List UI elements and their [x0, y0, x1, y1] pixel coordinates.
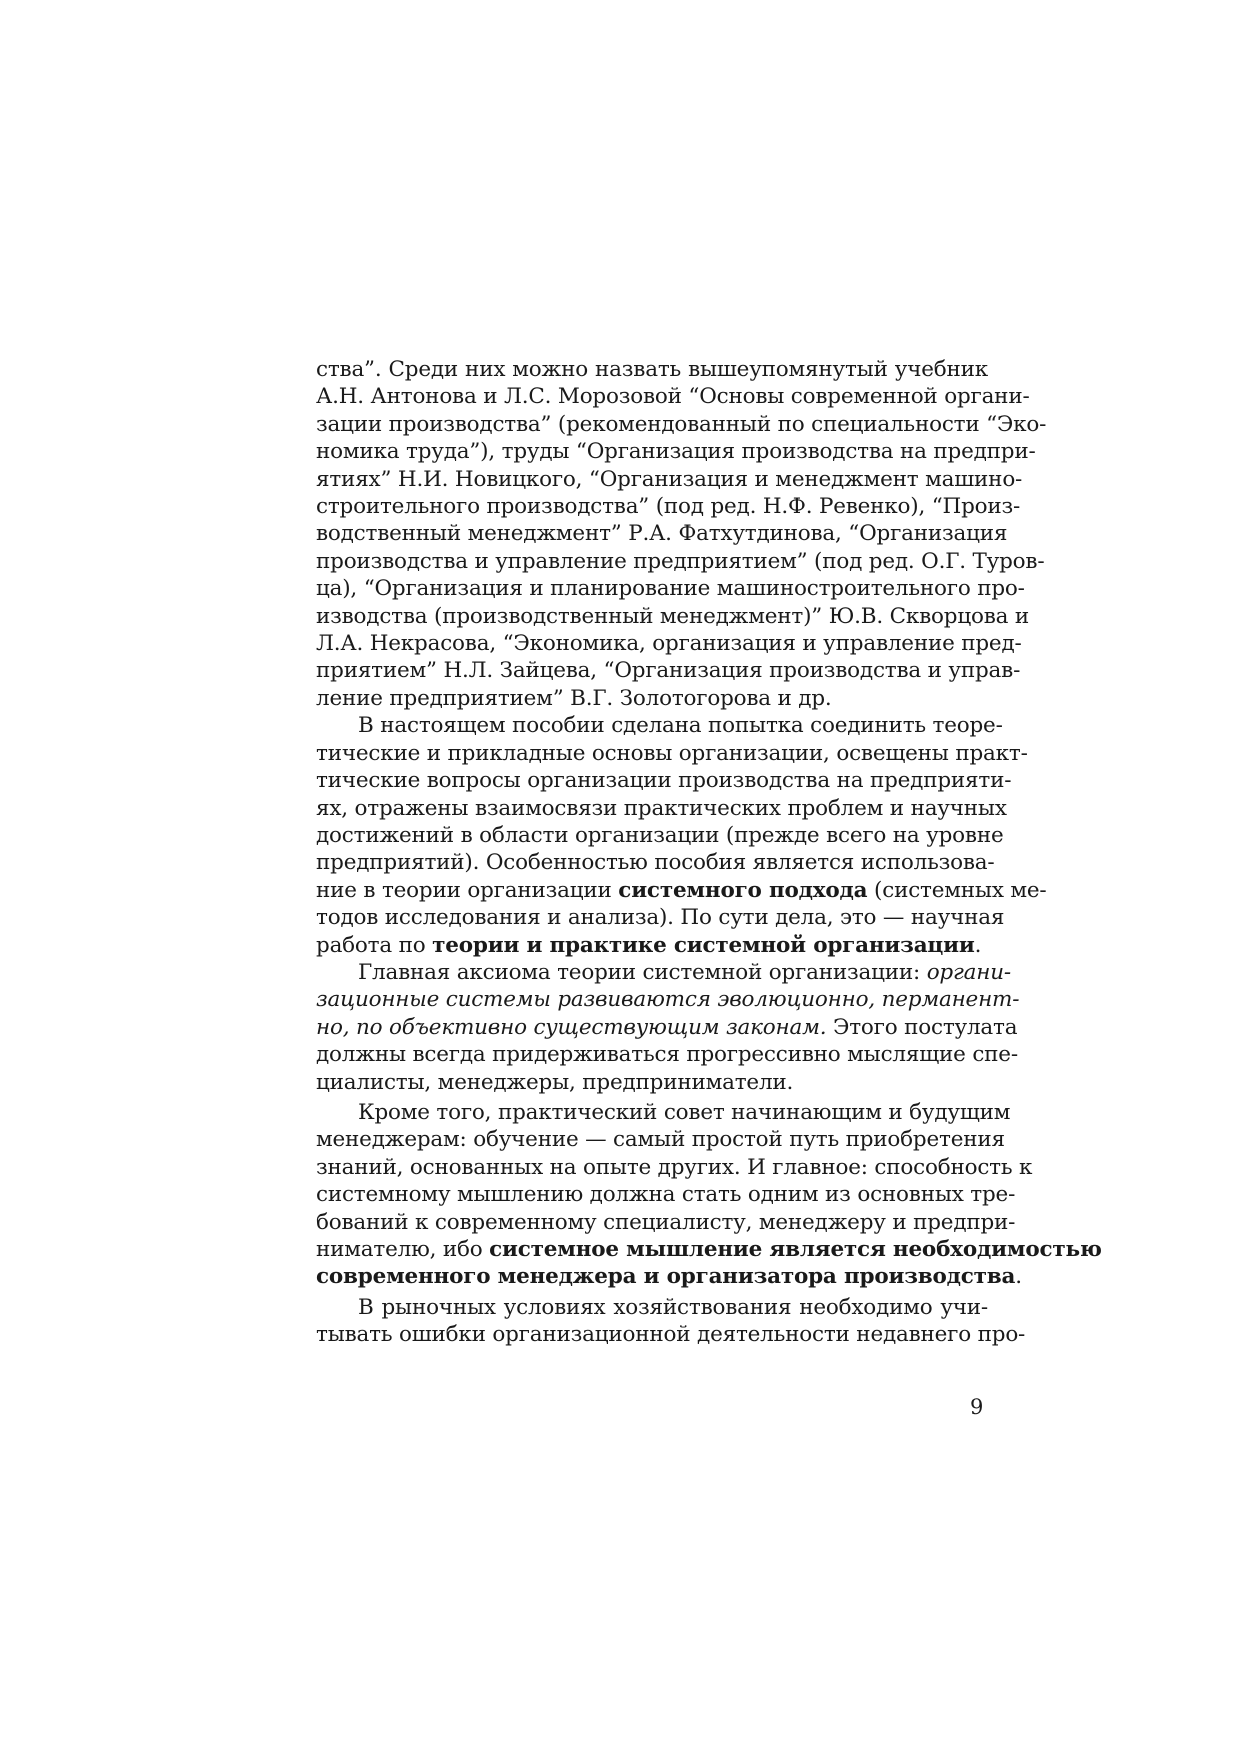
bold-text: теории и практике системной организации: [432, 932, 975, 958]
text-run: нимателю, ибо: [316, 1237, 490, 1262]
text-run: (системных ме-: [867, 877, 1047, 903]
text-run: приятием” Н.Л. Зайцева, “Организация производства и управ-: [316, 658, 1021, 684]
text-run: изводства (производственный менеджмент)” Ю.В. Скворцова и: [316, 603, 1030, 629]
page-number: 9: [970, 1395, 984, 1419]
text-run: номика труда”), труды “Организация производства на предпри-: [316, 439, 1036, 465]
text-run: ние в теории организации: [316, 877, 619, 903]
italic-text: но, по объективно существующим законам.: [316, 1014, 827, 1040]
text-run: Этого постулата: [826, 1014, 1018, 1040]
text-run: должны всегда придерживаться прогрессивно мыслящие спе-: [316, 1042, 1018, 1068]
text-run: ление предприятием” В.Г. Золотогорова и др.: [316, 685, 832, 711]
text-run: бований к современному специалисту, менеджеру и предпри-: [316, 1209, 1016, 1235]
bold-text: системного подхода: [618, 877, 868, 903]
text-line: [316, 1321, 1026, 1348]
text-run: предприятий). Особенностью пособия является использова-: [316, 850, 995, 876]
text-line: [316, 959, 1011, 986]
text-run: ятиях” Н.И. Новицкого, “Организация и менеджмент машино-: [316, 466, 1023, 492]
text-line: [316, 904, 1005, 931]
text-line: [316, 1181, 1016, 1208]
text-run: Главная аксиома теории системной организации:: [358, 959, 927, 985]
text-run: зации производства” (рекомендованный по специальности “Эко-: [316, 411, 1047, 437]
text-line: [316, 548, 1045, 575]
text-line: [316, 1126, 1005, 1153]
text-line: [316, 877, 1047, 904]
italic-text: зационные системы развиваются эволюционно, перманент-: [316, 987, 1020, 1013]
text-run: .: [974, 932, 982, 958]
italic-text: органи-: [926, 959, 1011, 985]
text-run: водственный менеджмент” Р.А. Фатхутдинова, “Организация: [316, 521, 1008, 547]
text-line: [316, 849, 995, 876]
text-line: [316, 438, 1036, 465]
text-line: [316, 1209, 1016, 1236]
text-run: циалисты, менеджеры, предприниматели.: [316, 1069, 794, 1095]
text-run: тические и прикладные основы организации, освещены практ-: [316, 740, 1028, 766]
text-run: В рыночных условиях хозяйствования необходимо учи-: [358, 1294, 988, 1320]
text-run: менеджерам: обучение — самый простой путь приобретения: [316, 1127, 1005, 1153]
text-run: ца), “Организация и планирование машиностроительного про-: [316, 576, 1025, 602]
text-run: .: [1015, 1264, 1022, 1290]
text-line: [316, 795, 1007, 822]
text-line: [316, 1263, 1022, 1290]
text-line: [316, 657, 1021, 684]
text-run: Л.А. Некрасова, “Экономика, организация и управление пред-: [316, 631, 1022, 657]
text-line: [316, 822, 1004, 849]
text-line: [316, 411, 1047, 438]
text-line: [316, 712, 1003, 739]
text-line: [316, 1069, 988, 1096]
text-run: тодов исследования и анализа). По сути дела, это — научная: [316, 905, 1005, 931]
text-run: тывать ошибки организационной деятельности недавнего про-: [316, 1322, 1026, 1348]
text-line: [316, 520, 1008, 547]
text-line: [316, 986, 1020, 1013]
text-run: ства”. Среди них можно назвать вышеупомянутый учебник: [316, 357, 988, 382]
text-line: [316, 1154, 1033, 1181]
text-line: [316, 466, 1023, 493]
text-line: [316, 356, 988, 383]
text-run: А.Н. Антонова и Л.С. Морозовой “Основы современной органи-: [316, 384, 1030, 410]
text-line: [316, 1236, 1102, 1263]
text-line: [316, 493, 1021, 520]
text-line: [316, 932, 988, 959]
text-run: знаний, основанных на опыте других. И главное: способность к: [316, 1154, 1033, 1180]
page-text: [316, 356, 1102, 1349]
text-line: [316, 1294, 988, 1321]
text-run: строительного производства” (под ред. Н.Ф. Ревенко), “Произ-: [316, 494, 1021, 520]
text-line: [316, 575, 1025, 602]
text-line: [316, 1041, 1018, 1068]
text-run: производства и управление предприятием” (под ред. О.Г. Туров-: [316, 548, 1045, 574]
text-line: [316, 630, 1022, 657]
text-run: тические вопросы организации производства на предприяти-: [316, 768, 1012, 794]
text-run: В настоящем пособии сделана попытка соединить теоре-: [358, 713, 1003, 739]
text-line: [316, 603, 1030, 630]
text-run: системному мышлению должна стать одним из основных тре-: [316, 1182, 1016, 1208]
text-line: [316, 767, 1012, 794]
text-line: [316, 740, 1028, 767]
text-run: работа по: [316, 932, 433, 958]
text-line: [316, 1014, 1018, 1041]
text-run: Кроме того, практический совет начинающим и будущим: [358, 1099, 1011, 1125]
bold-text: системное мышление является необходимостью: [489, 1237, 1102, 1262]
bold-text: современного менеджера и организатора производства: [316, 1264, 1016, 1290]
text-run: достижений в области организации (прежде всего на уровне: [316, 822, 1004, 848]
text-line: [316, 685, 988, 712]
text-line: [316, 383, 1030, 410]
text-run: ях, отражены взаимосвязи практических проблем и научных: [316, 795, 1007, 821]
text-line: [316, 1099, 1011, 1126]
